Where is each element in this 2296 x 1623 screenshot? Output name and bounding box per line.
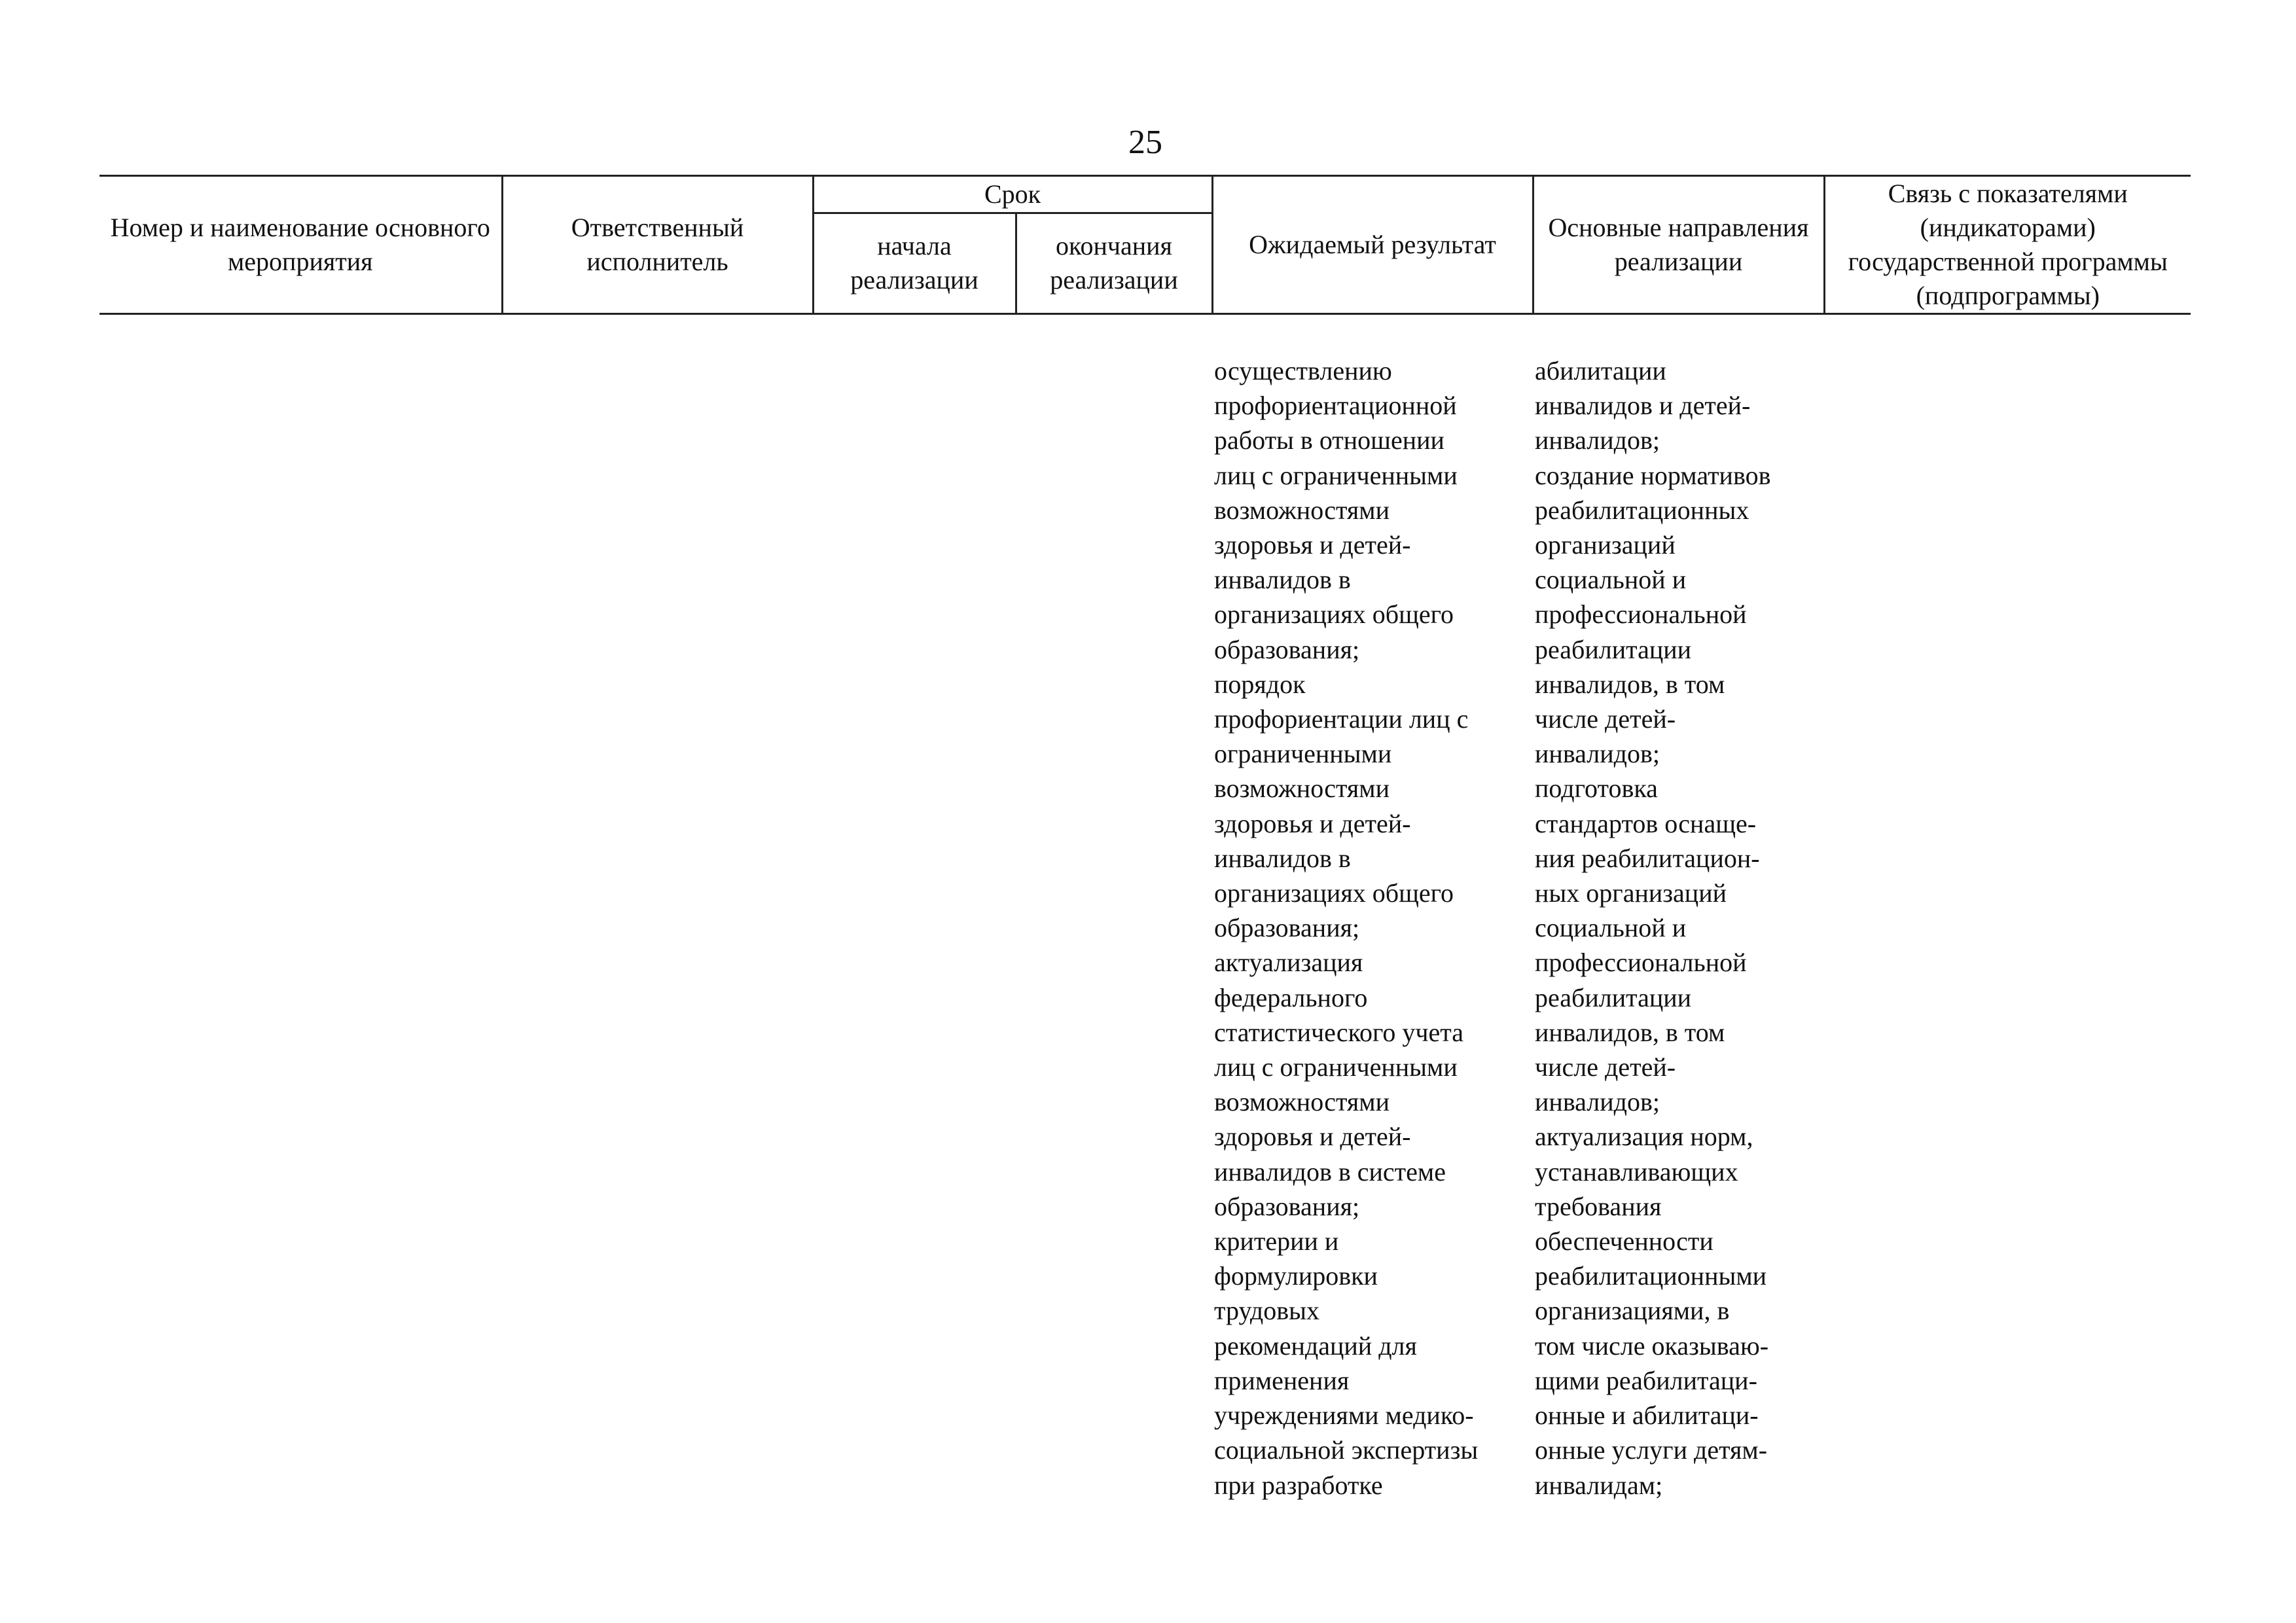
expected-result-line: образования; <box>1214 634 1360 664</box>
expected-result-line: трудовых <box>1214 1296 1320 1326</box>
directions-line: устанавливающих <box>1535 1156 1738 1186</box>
expected-result-line: статистического учета <box>1214 1017 1463 1047</box>
expected-result-line: осуществлению <box>1214 356 1392 385</box>
directions-line: ных организаций <box>1535 878 1727 908</box>
directions-line: подготовка <box>1535 774 1658 804</box>
expected-result-line: порядок <box>1214 669 1306 699</box>
expected-result-line: образования; <box>1214 913 1360 943</box>
directions-line: реабилитации <box>1535 634 1692 664</box>
directions-line: инвалидов; <box>1535 739 1660 769</box>
page-number: 25 <box>1128 124 1162 161</box>
directions-line: том числе оказываю- <box>1535 1330 1769 1361</box>
header-indicators: Связь с показателями (индикаторами) государственной программы (подпрограммы) <box>1824 176 2191 314</box>
expected-result-line: критерии и <box>1214 1226 1339 1257</box>
directions-line: щими реабилитаци- <box>1535 1365 1757 1395</box>
directions-line: абилитации <box>1535 356 1666 385</box>
header-directions: Основные направления реализации <box>1533 176 1824 314</box>
header-term-end: окончания реализации <box>1016 213 1212 313</box>
directions-cell <box>1535 353 1770 1503</box>
directions-line: ния реабилитацион- <box>1535 843 1760 873</box>
directions-line: онные и абилитаци- <box>1535 1400 1759 1431</box>
expected-result-line: профориентации лиц с <box>1214 704 1469 734</box>
directions-line: инвалидов и детей- <box>1535 391 1751 421</box>
expected-result-line: работы в отношении <box>1214 425 1444 455</box>
expected-result-line: актуализация <box>1214 948 1363 978</box>
directions-line: обеспеченности <box>1535 1226 1713 1257</box>
directions-line: организаций <box>1535 530 1676 560</box>
header-expected-result: Ожидаемый результат <box>1212 176 1533 314</box>
expected-result-line: лиц с ограниченными <box>1214 1052 1458 1082</box>
directions-line: инвалидов; <box>1535 1087 1660 1117</box>
expected-result-line: лиц с ограниченными <box>1214 460 1458 490</box>
directions-line: инвалидов, в том <box>1535 669 1725 699</box>
expected-result-line: инвалидов в <box>1214 843 1351 873</box>
directions-line: социальной и <box>1535 565 1687 595</box>
directions-line: реабилитационными <box>1535 1261 1767 1291</box>
table-header <box>99 176 2191 314</box>
directions-line: реабилитации <box>1535 982 1692 1012</box>
directions-line: социальной и <box>1535 913 1687 943</box>
expected-result-line: учреждениями медико- <box>1214 1400 1474 1431</box>
expected-result-line: инвалидов в системе <box>1214 1156 1446 1186</box>
directions-line: инвалидов; <box>1535 425 1660 455</box>
directions-line: организациями, в <box>1535 1296 1730 1326</box>
expected-result-line: при разработке <box>1214 1470 1383 1500</box>
directions-line: числе детей- <box>1535 704 1676 734</box>
expected-result-line: ограниченными <box>1214 739 1392 769</box>
directions-line: онные услуги детям- <box>1535 1435 1768 1465</box>
directions-line: актуализация норм, <box>1535 1122 1753 1152</box>
directions-line: профессиональной <box>1535 948 1747 978</box>
expected-result-line: организациях общего <box>1214 878 1454 908</box>
header-term: Срок <box>813 176 1212 213</box>
expected-result-line: возможностями <box>1214 774 1390 804</box>
directions-line: инвалидов, в том <box>1535 1017 1725 1047</box>
plan-table <box>99 175 2191 315</box>
expected-result-line: здоровья и детей- <box>1214 808 1411 838</box>
directions-line: требования <box>1535 1191 1662 1221</box>
expected-result-line: формулировки <box>1214 1261 1378 1291</box>
expected-result-line: профориентационной <box>1214 391 1457 421</box>
expected-result-line: применения <box>1214 1365 1350 1395</box>
expected-result-line: организациях общего <box>1214 599 1454 630</box>
header-executor: Ответственный исполнитель <box>502 176 813 314</box>
expected-result-line: федерального <box>1214 982 1368 1012</box>
expected-result-line: здоровья и детей- <box>1214 530 1411 560</box>
expected-result-line: здоровья и детей- <box>1214 1122 1411 1152</box>
expected-result-line: инвалидов в <box>1214 565 1351 595</box>
directions-line: профессиональной <box>1535 599 1747 630</box>
directions-line: инвалидам; <box>1535 1470 1663 1500</box>
directions-line: стандартов оснаще- <box>1535 808 1757 838</box>
directions-line: реабилитационных <box>1535 495 1749 525</box>
directions-line: создание нормативов <box>1535 460 1771 490</box>
expected-result-cell <box>1214 353 1478 1503</box>
header-term-start: начала реализации <box>813 213 1016 313</box>
expected-result-line: рекомендаций для <box>1214 1330 1417 1361</box>
directions-line: числе детей- <box>1535 1052 1676 1082</box>
expected-result-line: социальной экспертизы <box>1214 1435 1479 1465</box>
expected-result-line: возможностями <box>1214 495 1390 525</box>
header-event: Номер и наименование основного мероприятия <box>99 176 502 314</box>
expected-result-line: образования; <box>1214 1191 1360 1221</box>
expected-result-line: возможностями <box>1214 1087 1390 1117</box>
